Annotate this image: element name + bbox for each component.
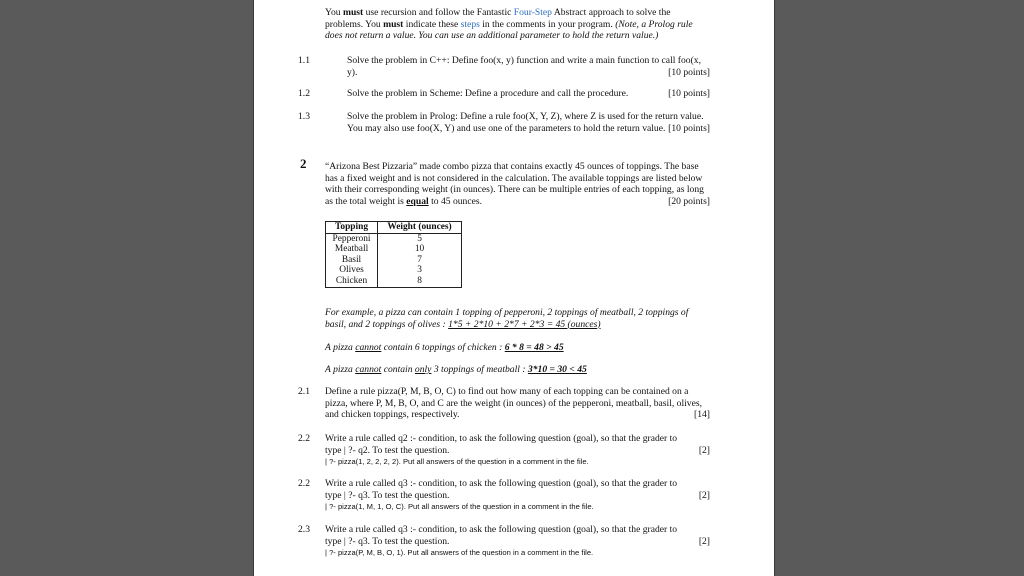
q1-1-number: 1.1 [298, 55, 310, 66]
q2-3-line-2: type | ?- q3. To test the question. [325, 535, 450, 547]
table-row [326, 244, 462, 255]
q2-2a-line-2: type | ?- q2. To test the question. [325, 444, 450, 456]
intro-note: (Note, a Prolog rule does not return a value. You can use an additional parameter to hold the return value.) [325, 18, 693, 42]
intro-text-5: in the comments in your program. [479, 18, 616, 30]
q2-2a-line-2-row [325, 445, 710, 457]
weight-cell: 8 [378, 276, 462, 287]
topping-cell: Chicken [326, 276, 378, 287]
section-2-text-b: to 45 ounces. [428, 195, 482, 207]
example-1-calc: 1*5 + 2*10 + 2*7 + 2*3 = 45 (ounces) [448, 318, 601, 330]
section-2-text-a: “Arizona Best Pizzaria” made combo pizza that contains exactly 45 ounces of toppings. The base has a fixed weight and is not considered in the calculation. The available toppings are listed below with their corresponding weight (in ounces). There can be multiple entries of each topping, as long as the total weight is [325, 161, 704, 207]
q2-2b-code: | ?- pizza(1, M, 1, O, C). Put all answers of the question in a comment in the file. [325, 502, 594, 512]
q2-1-text: Define a rule pizza(P, M, B, O, C) to find out how many of each topping can be contained on a pizza, where P, M, B, O, and C are the weight (in ounces) of the pepperoni, meatball, basil, olives, and chicken toppings, respectively. [325, 386, 702, 421]
example-2-text-b: contain 6 toppings of chicken : [381, 342, 505, 353]
example-3-calc: 3*10 = 30 < 45 [527, 364, 587, 375]
topping-cell: Meatball [326, 244, 378, 255]
weight-cell: 5 [378, 233, 462, 244]
q2-2b-number: 2.2 [298, 478, 310, 489]
q1-3-number: 1.3 [298, 111, 310, 122]
q2-3-line-1: Write a rule called q3 :- condition, to ask the following question (goal), so that the grader to [325, 524, 678, 535]
header-weight: Weight (ounces) [378, 222, 462, 234]
example-3-text-c: 3 toppings of meatball : [431, 364, 528, 375]
intro-text-4: indicate these [403, 18, 461, 30]
q1-1-points: [10 points] [668, 66, 710, 78]
q2-2b-line-1: Write a rule called q3 :- condition, to ask the following question (goal), so that the grader to [325, 478, 678, 489]
q2-2b-item [325, 478, 710, 513]
q1-3-text: Solve the problem in Prolog: Define a rule foo(X, Y, Z), where Z is used for the return value. You may also use foo(X, Y) and use one of the parameters to hold the return value. [347, 111, 704, 134]
q2-3-code: | ?- pizza(P, M, B, O, 1). Put all answers of the question in a comment in the file. [325, 548, 594, 558]
q2-2a-points: [2] [698, 444, 710, 456]
q1-1-text: Solve the problem in C++: Define foo(x, y) function and write a main function to call foo(x, y). [347, 55, 701, 78]
table-row [326, 265, 462, 276]
example-1-text: For example, a pizza can contain 1 topping of pepperoni, 2 toppings of meatball, 2 toppings of basil, and 2 toppings of olives : [325, 307, 689, 330]
section-2-points: [20 points] [668, 195, 710, 207]
q1-3-item [347, 111, 710, 134]
q1-2-points: [10 points] [668, 88, 710, 99]
q1-2-number: 1.2 [298, 88, 310, 99]
intro-paragraph [325, 7, 710, 42]
example-3-cannot: cannot [355, 364, 382, 375]
example-2 [325, 342, 710, 354]
q2-3-points: [2] [698, 535, 710, 547]
q1-2-text: Solve the problem in Scheme: Define a procedure and call the procedure. [347, 88, 629, 99]
section-2-equal: equal [406, 195, 429, 207]
q1-2-item [347, 88, 710, 100]
q2-1-points: [14] [694, 409, 710, 421]
q2-3-line-2-row [325, 536, 710, 548]
weight-cell: 7 [378, 255, 462, 266]
table-header-row [326, 222, 462, 234]
example-2-text-a: A pizza [325, 342, 356, 353]
intro-text-1: You [325, 7, 343, 18]
q1-3-points: [10 points] [668, 122, 710, 134]
header-topping: Topping [326, 222, 378, 234]
q2-2b-line-2-row [325, 490, 710, 502]
intro-text-2: use recursion and follow the Fantastic [363, 7, 514, 18]
example-3 [325, 364, 710, 376]
q2-2a-item [325, 433, 710, 468]
table-row [326, 233, 462, 244]
q2-3-number: 2.3 [298, 524, 310, 535]
intro-must-2: must [383, 18, 404, 30]
q2-1-item [325, 386, 710, 421]
topping-cell: Olives [326, 265, 378, 276]
q2-1-number: 2.1 [298, 386, 310, 397]
example-2-calc: 6 * 8 = 48 > 45 [504, 342, 564, 353]
example-1 [325, 307, 710, 330]
example-3-text-b: contain [381, 364, 415, 375]
q2-2b-points: [2] [698, 489, 710, 501]
steps-link[interactable]: steps [460, 18, 480, 30]
table-row [326, 255, 462, 266]
example-3-text-a: A pizza [325, 364, 356, 375]
example-3-only: only [414, 364, 432, 375]
weight-cell: 10 [378, 244, 462, 255]
section-2-number: 2 [300, 156, 307, 171]
section-2-description [325, 161, 710, 207]
q2-2b-line-2: type | ?- q3. To test the question. [325, 489, 450, 501]
q2-2a-code: | ?- pizza(1, 2, 2, 2, 2). Put all answers of the question in a comment in the file. [325, 457, 589, 467]
q2-3-item [325, 524, 710, 559]
toppings-table [325, 221, 462, 288]
q1-1-item [347, 55, 710, 78]
document-page [253, 0, 775, 576]
topping-cell: Pepperoni [326, 233, 378, 244]
intro-text-3: Abstract approach to solve the problems. You [325, 7, 671, 30]
example-2-cannot: cannot [355, 342, 382, 353]
intro-must-1: must [342, 7, 364, 18]
q2-2a-line-1: Write a rule called q2 :- condition, to ask the following question (goal), so that the grader to [325, 433, 678, 444]
topping-cell: Basil [326, 255, 378, 266]
weight-cell: 3 [378, 265, 462, 276]
q2-2a-number: 2.2 [298, 433, 310, 444]
four-step-link[interactable]: Four-Step [513, 7, 552, 18]
table-row [326, 276, 462, 287]
